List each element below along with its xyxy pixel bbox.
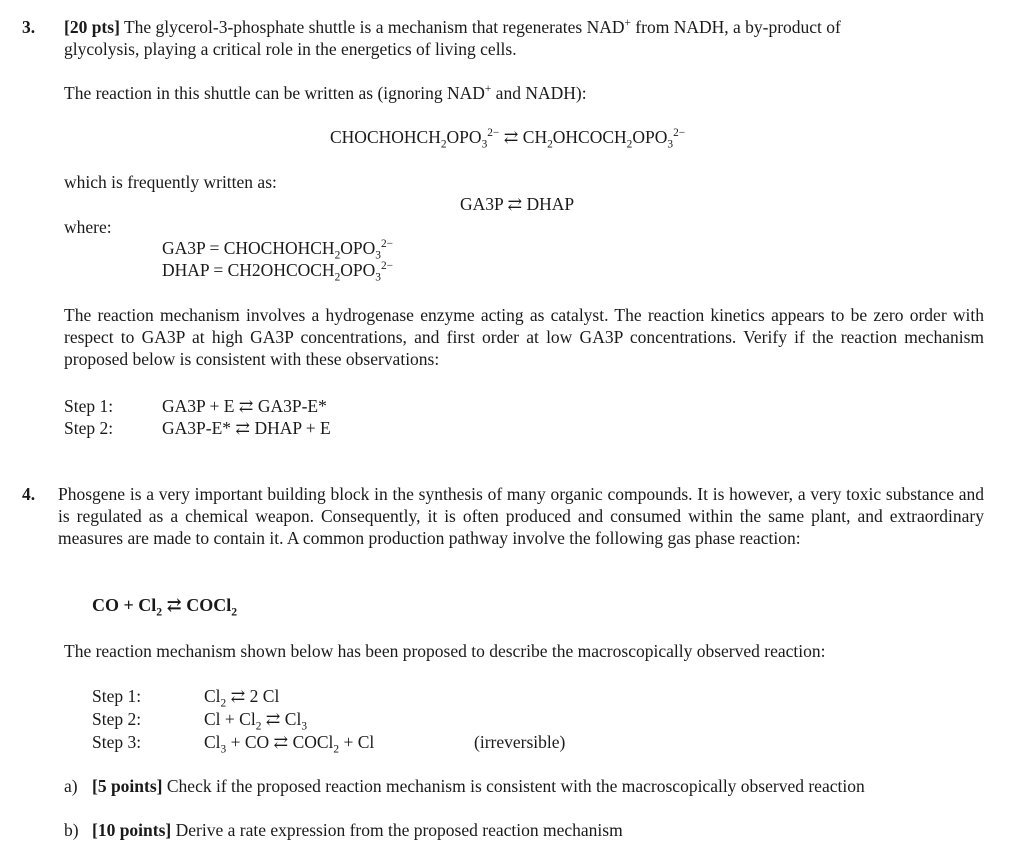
q3-reaction-intro: The reaction in this shuttle can be written as (ignoring NAD+ and NADH):	[64, 83, 587, 103]
q3-intro-line2: glycolysis, playing a critical role in the energetics of living cells.	[64, 39, 517, 59]
q3-intro	[64, 16, 984, 60]
q3-mechanism-text: The reaction mechanism involves a hydrogenase enzyme acting as catalyst. The reaction kinetics appears to be zero order with respect to GA3P at high GA3P concentrations, and first order at low GA3P concentrations. Verify if the reaction mechanism proposed below is consistent with these observations:	[64, 305, 984, 369]
q4-step2-label: Step 2:	[92, 709, 142, 729]
q4-mechanism-intro: The reaction mechanism shown below has been proposed to describe the macroscopically observed reaction:	[64, 641, 826, 661]
q4-intro: Phosgene is a very important building block in the synthesis of many organic compounds. It is however, a very toxic substance and is regulated as a chemical weapon. Consequently, it is often produced and consumed within the same plant, and extraordinary measures are made to contain it. A common production pathway involve the following gas phase reaction:	[58, 484, 984, 548]
q4-part-b: [10 points] Derive a rate expression from the proposed reaction mechanism	[92, 820, 623, 840]
q3-where: where:	[64, 217, 112, 237]
q3-step2-label: Step 2:	[64, 418, 114, 438]
q4-part-b-label: b)	[64, 820, 79, 840]
q3-step1-label: Step 1:	[64, 396, 114, 416]
q4-step3-equation: $Cl_3$ + CO ⇄ COCl$_2$ + Cl	[204, 732, 375, 756]
q3-short-equation: GA3P ⇄ DHAP	[460, 194, 575, 214]
q3-number: 3.	[22, 17, 36, 37]
q4-number: 4.	[22, 484, 36, 504]
q3-frequently: which is frequently written as:	[64, 172, 277, 192]
q4-step3-note: (irreversible)	[474, 732, 566, 752]
q4-overall-reaction: CO + $Cl_2$ ⇄ COCl$_2$	[92, 595, 238, 619]
q3-def-ga3p: $GA3P = CHOCHOHCH_2OPO_3^{2-}$	[162, 238, 394, 262]
q4-part-a: [5 points] Check if the proposed reaction mechanism is consistent with the macroscopically observed reaction	[92, 776, 865, 796]
q3-intro-end: from NADH, a by-product of	[635, 17, 841, 37]
q3-step2-equation: GA3P-E* ⇄ DHAP + E	[162, 418, 331, 438]
q3-full-equation: $CHOCHOHCH_2OPO_3^{2-}$ ⇄ $CH_2OHCOCH_2OPO_3^{2-}$	[330, 127, 686, 151]
q4-part-a-label: a)	[64, 776, 78, 796]
q3-intro-sup: +	[624, 17, 631, 30]
q3-step1-equation: GA3P + E ⇄ GA3P-E*	[162, 396, 327, 416]
q4-step3-label: Step 3:	[92, 732, 142, 752]
q4-step1-equation: $Cl_2$ ⇄ 2 Cl	[204, 686, 280, 710]
q3-intro-text: The glycerol-3-phosphate shuttle is a mechanism that regenerates NAD	[123, 17, 625, 37]
q4-step1-label: Step 1:	[92, 686, 142, 706]
q4-step2-equation: $Cl + Cl_2$ ⇄ $Cl_3$	[204, 709, 308, 733]
q3-points: [20 pts]	[64, 17, 120, 37]
q3-def-dhap: DHAP = $CH2OHCOCH_2OPO_3^{2-}$	[162, 260, 394, 284]
